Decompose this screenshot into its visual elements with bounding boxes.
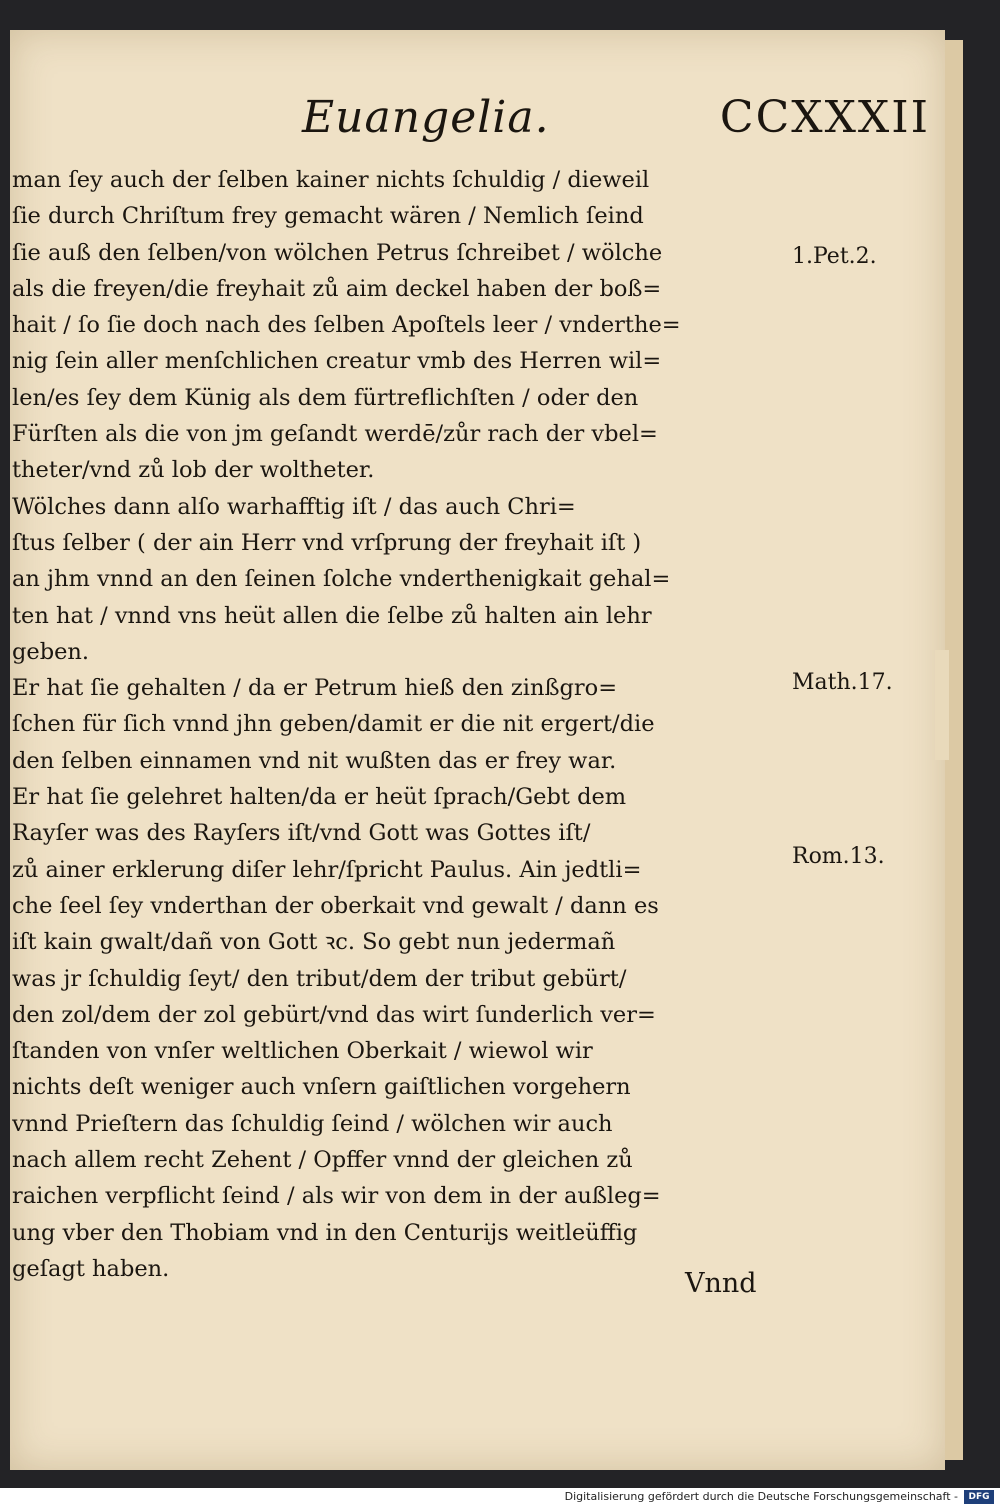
text-line: ſie durch Chriſtum frey gemacht wären / Nemlich ſeind <box>12 203 644 230</box>
text-line: den ſelben einnamen vnd nit wußten das er frey war. <box>12 747 617 774</box>
marginal-note: Math.17. <box>792 670 893 695</box>
marginal-note: Rom.13. <box>792 844 885 869</box>
text-line: ung vber den Thobiam vnd in den Centurijs weitleüffig <box>12 1219 638 1246</box>
text-line: theter/vnd zů lob der woltheter. <box>12 457 375 484</box>
text-line: was jr ſchuldig ſeyt/ den tribut/dem der tribut gebürt/ <box>12 965 627 992</box>
marginal-note: 1.Pet.2. <box>792 244 877 269</box>
text-line: man ſey auch der ſelben kainer nichts ſchuldig / dieweil <box>12 167 650 193</box>
text-line: vnnd Prieſtern das ſchuldig ſeind / wölchen wir auch <box>12 1110 613 1137</box>
text-line: che ſeel ſey vnderthan der oberkait vnd gewalt / dann es <box>12 892 659 919</box>
text-line: nach allem recht Zehent / Opffer vnnd der gleichen zů <box>12 1147 633 1174</box>
text-line: den zol/dem der zol gebürt/vnd das wirt ſunderlich ver= <box>12 1001 656 1028</box>
text-line: an jhm vnnd an den ſeinen ſolche vnderthenigkait gehal= <box>12 566 671 593</box>
text-line: hait / ſo ſie doch nach des ſelben Apoſtels leer / vnderthe= <box>12 312 681 339</box>
body-text <box>12 162 792 1287</box>
text-line: ſtus ſelber ( der ain Herr vnd vrſprung der freyhait iſt ) <box>12 529 642 556</box>
text-line: len/es ſey dem Künig als dem fürtreflichſten / oder den <box>12 384 639 411</box>
text-line: raichen verpflicht ſeind / als wir von dem in der außleg= <box>12 1183 661 1210</box>
footer-bar <box>0 1488 1000 1507</box>
running-title: Euangelia. <box>302 92 550 143</box>
dfg-logo: DFG <box>964 1490 994 1504</box>
text-line: Er hat ſie gelehret halten/da er heüt ſprach/Gebt dem <box>12 784 627 811</box>
text-line: Er hat ſie gehalten / da er Petrum hieß den zinßgro= <box>12 675 618 702</box>
digitization-credit: Digitalisierung gefördert durch die Deutsche Forschungsgemeinschaft - <box>564 1490 958 1503</box>
text-line: nichts deſt weniger auch vnſern gaiſtlichen vorgehern <box>12 1074 631 1101</box>
text-line: iſt kain gwalt/dañ von Gott ꝛc. So gebt nun jedermañ <box>12 929 616 956</box>
text-line: als die freyen/die freyhait zů aim deckel haben der boß= <box>12 275 662 302</box>
text-line: ſchen für ſich vnnd jhn geben/damit er die nit ergert/die <box>12 711 655 738</box>
text-line: ſtanden von vnſer weltlichen Oberkait / wiewol wir <box>12 1038 593 1065</box>
text-line: nig ſein aller menſchlichen creatur vmb des Herren wil= <box>12 348 662 375</box>
text-line: ſie auß den ſelben/von wölchen Petrus ſchreibet / wölche <box>12 239 663 266</box>
text-line: Rayſer was des Rayſers iſt/vnd Gott was Gottes iſt/ <box>12 820 591 847</box>
text-line: zů ainer erklerung diſer lehr/ſpricht Paulus. Ain jedtli= <box>12 856 642 883</box>
page-tab <box>935 650 949 760</box>
text-line: Wölches dann alſo warhafftig iſt / das auch Chri= <box>12 493 576 520</box>
text-line: geben. <box>12 638 90 665</box>
text-line: Fürſten als die von jm geſandt werdē/zůr rach der vbel= <box>12 421 658 448</box>
text-line: geſagt haben. <box>12 1255 170 1282</box>
folio-number: CCXXXII <box>719 92 930 143</box>
catchword: Vnnd <box>685 1268 757 1299</box>
text-line: ten hat / vnnd vns heüt allen die ſelbe zů halten ain lehr <box>12 602 652 629</box>
